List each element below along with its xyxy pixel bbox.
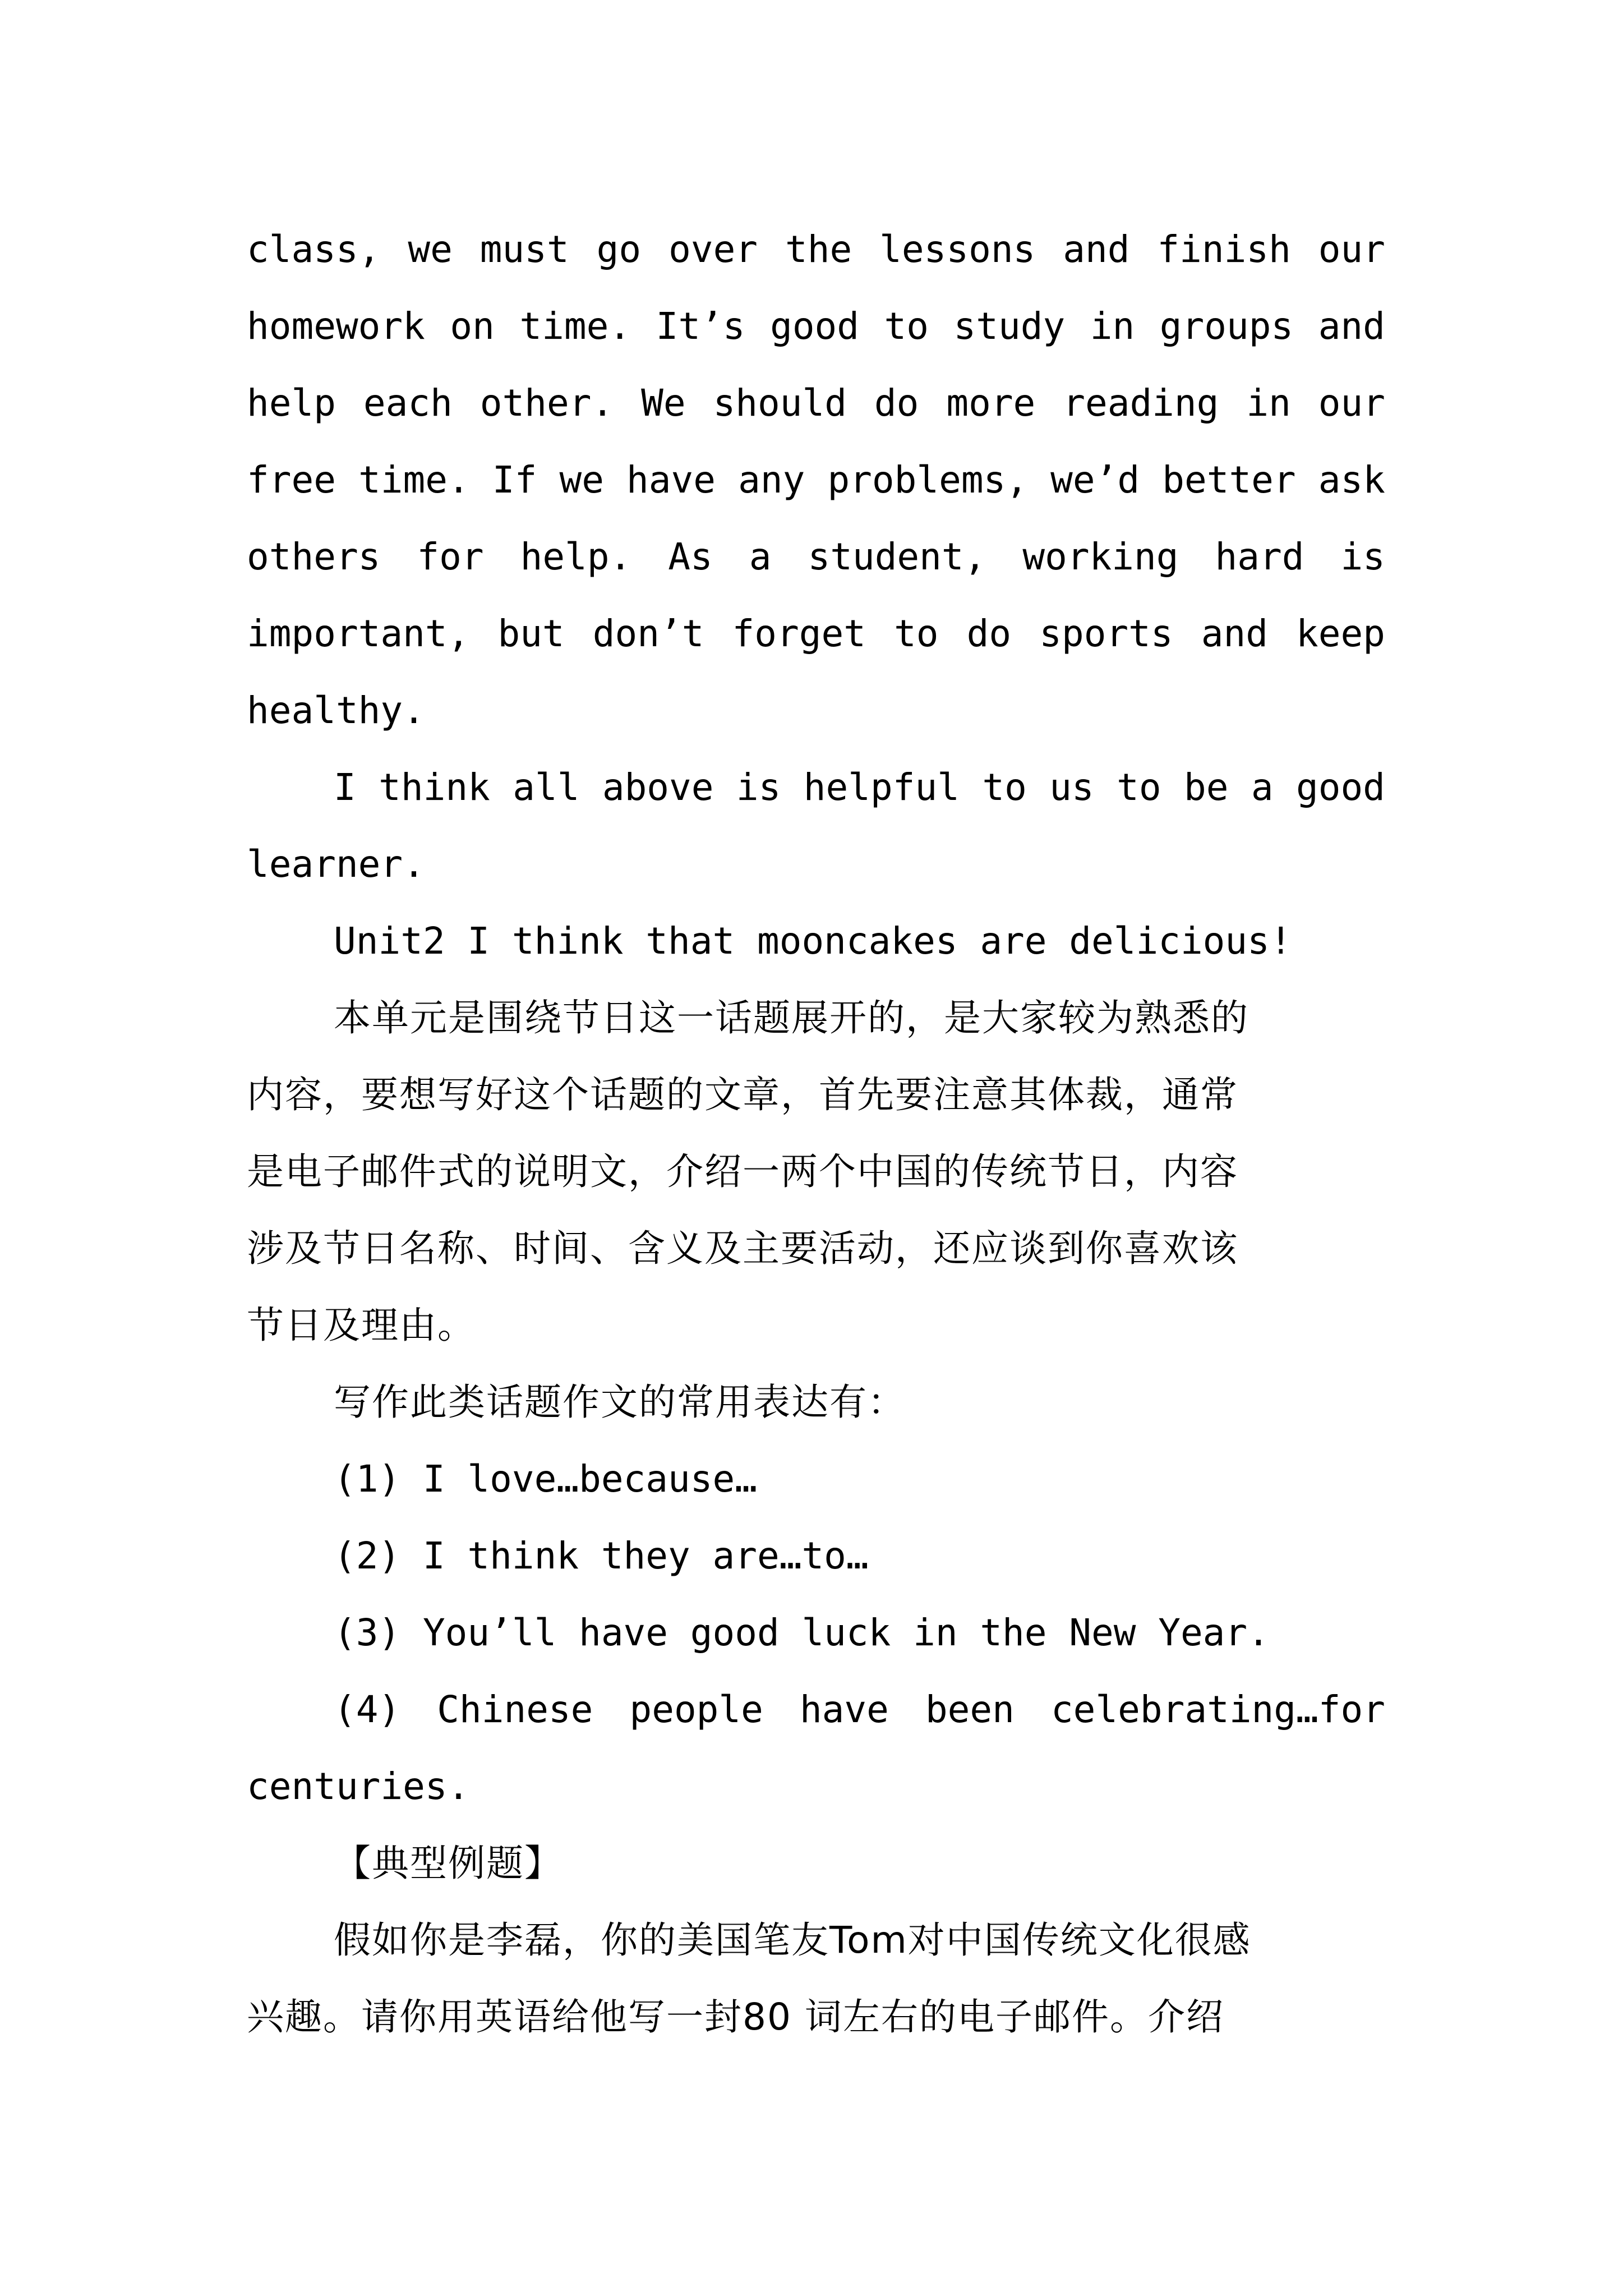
word: homework [247, 305, 425, 348]
paragraph-line [247, 441, 1385, 518]
word: and [1063, 228, 1130, 271]
word: other. [479, 381, 614, 425]
intro-line: 内容，要想写好这个话题的文章，首先要注意其体裁，通常 [247, 1073, 1238, 1116]
word: our [1318, 228, 1385, 271]
word: but [497, 612, 565, 655]
expressions-heading: 写作此类话题作文的常用表达有： [334, 1381, 906, 1424]
word: in [1090, 305, 1135, 348]
word: important, [247, 612, 470, 655]
word: forget [732, 612, 866, 655]
word: ask [1318, 458, 1385, 501]
expression-item [247, 1671, 1385, 1748]
word: should [713, 381, 847, 425]
word: is [1340, 535, 1385, 578]
word: we [559, 458, 604, 501]
word: I [334, 766, 356, 809]
paragraph-line [247, 595, 1385, 672]
word: any [738, 458, 805, 501]
word: class, [247, 228, 381, 271]
word: to [894, 612, 939, 655]
word: As [668, 535, 713, 578]
word: a [1251, 766, 1274, 809]
word: free [247, 458, 336, 501]
word: problems, [827, 458, 1029, 501]
expression-item: (2) I think they are…to… [334, 1534, 869, 1577]
expression-item: (3) You’ll have good luck in the New Year. [334, 1611, 1270, 1654]
word: celebrating…for [1050, 1688, 1385, 1731]
word: over [668, 228, 758, 271]
expression-item-continuation: centuries. [247, 1765, 470, 1808]
word: do [966, 612, 1012, 655]
word: our [1318, 381, 1385, 425]
example-heading: 【典型例题】 [334, 1842, 562, 1885]
word: helpful [803, 766, 960, 809]
document-body [247, 211, 1385, 2055]
word: finish [1157, 228, 1291, 271]
paragraph-line [247, 518, 1385, 595]
intro-line: 本单元是围绕节日这一话题展开的，是大家较为熟悉的 [334, 996, 1249, 1039]
paragraph-line [247, 365, 1385, 441]
word: keep [1296, 612, 1385, 655]
word: It’s [656, 305, 745, 348]
intro-line: 涉及节日名称、时间、含义及主要活动，还应谈到你喜欢该 [247, 1227, 1238, 1270]
word: others [247, 535, 381, 578]
word: don’t [592, 612, 704, 655]
word: have [799, 1688, 889, 1731]
word: sports [1039, 612, 1173, 655]
word: (4) [334, 1688, 401, 1731]
intro-line: 节日及理由。 [247, 1304, 476, 1347]
example-line: 兴趣。请你用英语给他写一封80 词左右的电子邮件。介绍 [247, 1995, 1224, 2039]
paragraph-line [247, 749, 1385, 826]
intro-line: 是电子邮件式的说明文，介绍一两个中国的传统节日，内容 [247, 1150, 1238, 1193]
word: to [982, 766, 1027, 809]
word: above [602, 766, 714, 809]
word: good [1295, 766, 1385, 809]
word: on [450, 305, 495, 348]
word: more [946, 381, 1036, 425]
paragraph-line [247, 288, 1385, 365]
word: groups [1159, 305, 1294, 348]
word: the [785, 228, 852, 271]
word: is [736, 766, 781, 809]
word: and [1201, 612, 1268, 655]
word: study [953, 305, 1066, 348]
word: and [1318, 305, 1385, 348]
word: all [513, 766, 580, 809]
word: working [1022, 535, 1179, 578]
word: go [596, 228, 642, 271]
word: for [417, 535, 484, 578]
paragraph-line [247, 211, 1385, 288]
word: time. [358, 458, 470, 501]
word: better [1162, 458, 1296, 501]
word: we [408, 228, 453, 271]
word: people [629, 1688, 763, 1731]
word: good [770, 305, 860, 348]
paragraph-line: learner. [247, 843, 425, 886]
word: student, [808, 535, 986, 578]
word: time. [519, 305, 631, 348]
word: us [1049, 766, 1094, 809]
word: in [1246, 381, 1291, 425]
word: Chinese [437, 1688, 593, 1731]
word: to [884, 305, 929, 348]
word: lessons [879, 228, 1036, 271]
example-line: 假如你是李磊，你的美国笔友Tom对中国传统文化很感 [334, 1918, 1251, 1962]
word: reading [1063, 381, 1219, 425]
word: each [363, 381, 453, 425]
word: do [874, 381, 919, 425]
word: we’d [1050, 458, 1140, 501]
word: be [1183, 766, 1229, 809]
word: help. [520, 535, 632, 578]
unit-title: Unit2 I think that mooncakes are delicious! [334, 919, 1292, 963]
word: We [641, 381, 686, 425]
word: If [492, 458, 537, 501]
word: must [479, 228, 569, 271]
word: think [379, 766, 490, 809]
word: to [1117, 766, 1161, 809]
word: hard [1215, 535, 1304, 578]
word: have [626, 458, 716, 501]
expression-item: (1) I love…because… [334, 1457, 757, 1501]
word: help [247, 381, 336, 425]
word: a [749, 535, 772, 578]
word: been [925, 1688, 1015, 1731]
paragraph-line: healthy. [247, 689, 425, 732]
